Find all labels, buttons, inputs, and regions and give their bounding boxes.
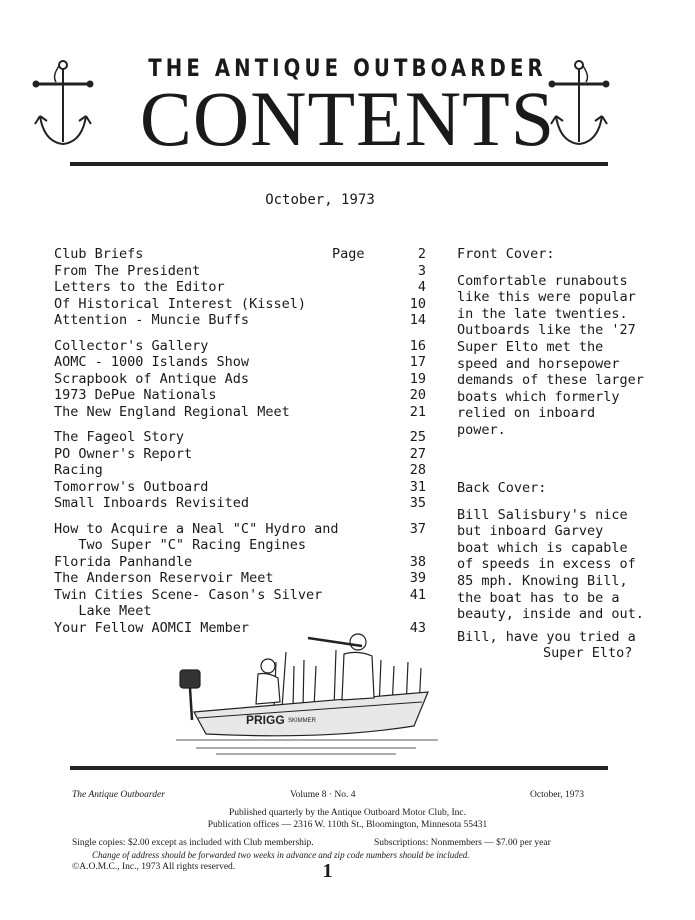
front-cover-text bbox=[457, 273, 677, 439]
cover-text-line: power. bbox=[457, 421, 506, 438]
toc-entry-title: Your Fellow AOMCI Member bbox=[54, 619, 250, 636]
toc-entry-page: 31 bbox=[409, 478, 426, 495]
footer-single-copies: Single copies: $2.00 except as included with Club membership. bbox=[72, 838, 314, 848]
toc-entry bbox=[54, 537, 434, 554]
toc-entry bbox=[54, 246, 434, 263]
toc-entry-title: Lake Meet bbox=[54, 603, 152, 619]
toc-entry bbox=[54, 354, 434, 371]
cover-text-line: speed and horsepower bbox=[457, 355, 620, 372]
toc-entry bbox=[54, 279, 434, 296]
footer-subscriptions: Subscriptions: Nonmembers — $7.00 per year bbox=[374, 838, 551, 848]
toc-entry bbox=[54, 404, 434, 421]
toc-entry-title: Florida Panhandle bbox=[54, 553, 193, 570]
toc-entry-title: Of Historical Interest (Kissel) bbox=[54, 295, 306, 312]
cover-text-line: boat which is capable bbox=[457, 539, 628, 556]
cover-text-line: of speeds in excess of bbox=[457, 556, 636, 573]
toc-entry bbox=[54, 429, 434, 446]
front-cover-heading: Front Cover: bbox=[457, 246, 555, 262]
front-cover-note bbox=[457, 246, 677, 439]
boat-illustration bbox=[176, 619, 438, 762]
cover-text-line: 85 mph. Knowing Bill, bbox=[457, 572, 628, 589]
toc-entry-page: 37 bbox=[409, 520, 426, 537]
toc-entry bbox=[54, 462, 434, 479]
toc-entry-page: 41 bbox=[409, 586, 426, 603]
footer-offices: Publication offices — 2316 W. 110th St., Bloomington, Minnesota 55431 bbox=[207, 820, 488, 830]
cover-text-line: relied on inboard bbox=[457, 405, 596, 422]
toc-entry-page: 10 bbox=[409, 295, 426, 312]
boat-name: PRIGG bbox=[246, 713, 285, 727]
cover-text-line: in the late twenties. bbox=[457, 305, 628, 322]
toc-entry-title: Tomorrow's Outboard bbox=[54, 478, 209, 495]
cover-text-line: boats which formerly bbox=[457, 388, 620, 405]
toc-entry bbox=[54, 446, 434, 463]
toc-entry-title: Letters to the Editor bbox=[54, 279, 225, 295]
footer-publication: The Antique Outboarder bbox=[72, 790, 165, 800]
cover-text-line: Outboards like the '27 bbox=[457, 322, 636, 339]
cover-text-line: beauty, inside and out. bbox=[457, 606, 644, 623]
toc-entry-page: 21 bbox=[409, 403, 426, 420]
cover-text-line: Bill Salisbury's nice bbox=[457, 506, 628, 523]
toc-entry bbox=[54, 338, 434, 355]
toc-page-label: Page bbox=[332, 246, 365, 262]
toc-entry-title: Twin Cities Scene- Cason's Silver bbox=[54, 586, 323, 603]
toc-entry-page: 14 bbox=[409, 312, 426, 328]
toc-entry-title: Collector's Gallery bbox=[54, 337, 209, 354]
back-cover-question-end: Super Elto? bbox=[543, 645, 633, 662]
footer-copyright: ©A.O.M.C., Inc., 1973 All rights reserved. bbox=[72, 862, 236, 872]
toc-entry bbox=[54, 371, 434, 388]
toc-entry-page: 16 bbox=[409, 337, 426, 354]
toc-entry-page: 2 bbox=[417, 246, 426, 262]
toc-entry-page: 4 bbox=[417, 279, 426, 295]
toc-entry bbox=[54, 312, 434, 329]
toc-entry bbox=[54, 587, 434, 604]
toc-entry-title: Club Briefs bbox=[54, 246, 144, 262]
toc-entry-page: 43 bbox=[409, 619, 426, 636]
toc-entry-page: 39 bbox=[409, 570, 426, 586]
back-cover-note bbox=[457, 480, 677, 662]
toc-entry-title: Attention - Muncie Buffs bbox=[54, 312, 250, 328]
toc-entry-title: The New England Regional Meet bbox=[54, 403, 290, 420]
header-rule bbox=[70, 162, 608, 166]
toc-entry bbox=[54, 263, 434, 280]
toc-entry-page: 20 bbox=[409, 387, 426, 403]
toc-entry-page: 17 bbox=[409, 354, 426, 370]
back-cover-text bbox=[457, 507, 677, 623]
toc-entry-page: 28 bbox=[409, 462, 426, 478]
toc-entry-title: Scrapbook of Antique Ads bbox=[54, 370, 250, 387]
footer-date: October, 1973 bbox=[530, 790, 584, 800]
cover-text-line: Super Elto met the bbox=[457, 338, 604, 355]
toc-entry-title: PO Owner's Report bbox=[54, 445, 193, 462]
toc-entry-title: The Anderson Reservoir Meet bbox=[54, 570, 274, 586]
cover-text-line: like this were popular bbox=[457, 289, 636, 306]
back-cover-question: Bill, have you tried a bbox=[457, 628, 636, 645]
toc-entry-title: Two Super "C" Racing Engines bbox=[54, 537, 306, 553]
toc-entry-page: 35 bbox=[409, 495, 426, 511]
page-number: 1 bbox=[322, 860, 333, 882]
footer-rule bbox=[70, 766, 608, 770]
table-of-contents bbox=[54, 246, 434, 636]
toc-entry-title: From The President bbox=[54, 262, 201, 279]
toc-entry bbox=[54, 521, 434, 538]
toc-entry-title: 1973 DePue Nationals bbox=[54, 387, 217, 403]
toc-entry bbox=[54, 495, 434, 512]
footer-published-by: Published quarterly by the Antique Outboard Motor Club, Inc. bbox=[229, 808, 466, 818]
toc-entry bbox=[54, 554, 434, 571]
toc-entry-title: The Fageol Story bbox=[54, 429, 185, 445]
boat-model: SKIMMER bbox=[288, 718, 317, 724]
toc-entry-page: 38 bbox=[409, 553, 426, 570]
toc-entry bbox=[54, 570, 434, 587]
back-cover-heading: Back Cover: bbox=[457, 480, 547, 496]
toc-entry-page: 25 bbox=[409, 429, 426, 445]
cover-text-line: but inboard Garvey bbox=[457, 523, 604, 540]
cover-text-line: Comfortable runabouts bbox=[457, 272, 628, 289]
toc-entry-title: How to Acquire a Neal "C" Hydro and bbox=[54, 520, 339, 537]
toc-entry-page: 3 bbox=[417, 262, 426, 279]
toc-entry-page: 27 bbox=[409, 445, 426, 462]
page-title: CONTENTS bbox=[139, 75, 556, 162]
toc-entry bbox=[54, 387, 434, 404]
toc-entry bbox=[54, 296, 434, 313]
publication-name: THE ANTIQUE OUTBOARDER bbox=[148, 54, 547, 82]
issue-date: October, 1973 bbox=[265, 192, 375, 208]
toc-entry-page: 19 bbox=[409, 370, 426, 387]
cover-text-line: the boat has to be a bbox=[457, 589, 620, 606]
cover-text-line: demands of these larger bbox=[457, 372, 644, 389]
toc-entry-title: Small Inboards Revisited bbox=[54, 495, 250, 511]
footer-volume: Volume 8 · No. 4 bbox=[290, 790, 356, 800]
toc-entry bbox=[54, 603, 434, 620]
toc-entry bbox=[54, 479, 434, 496]
toc-entry-title: Racing bbox=[54, 462, 103, 478]
footer-change-notice: Change of address should be forwarded two weeks in advance and zip code numbers should be included. bbox=[92, 850, 470, 860]
toc-entry-title: AOMC - 1000 Islands Show bbox=[54, 354, 250, 370]
